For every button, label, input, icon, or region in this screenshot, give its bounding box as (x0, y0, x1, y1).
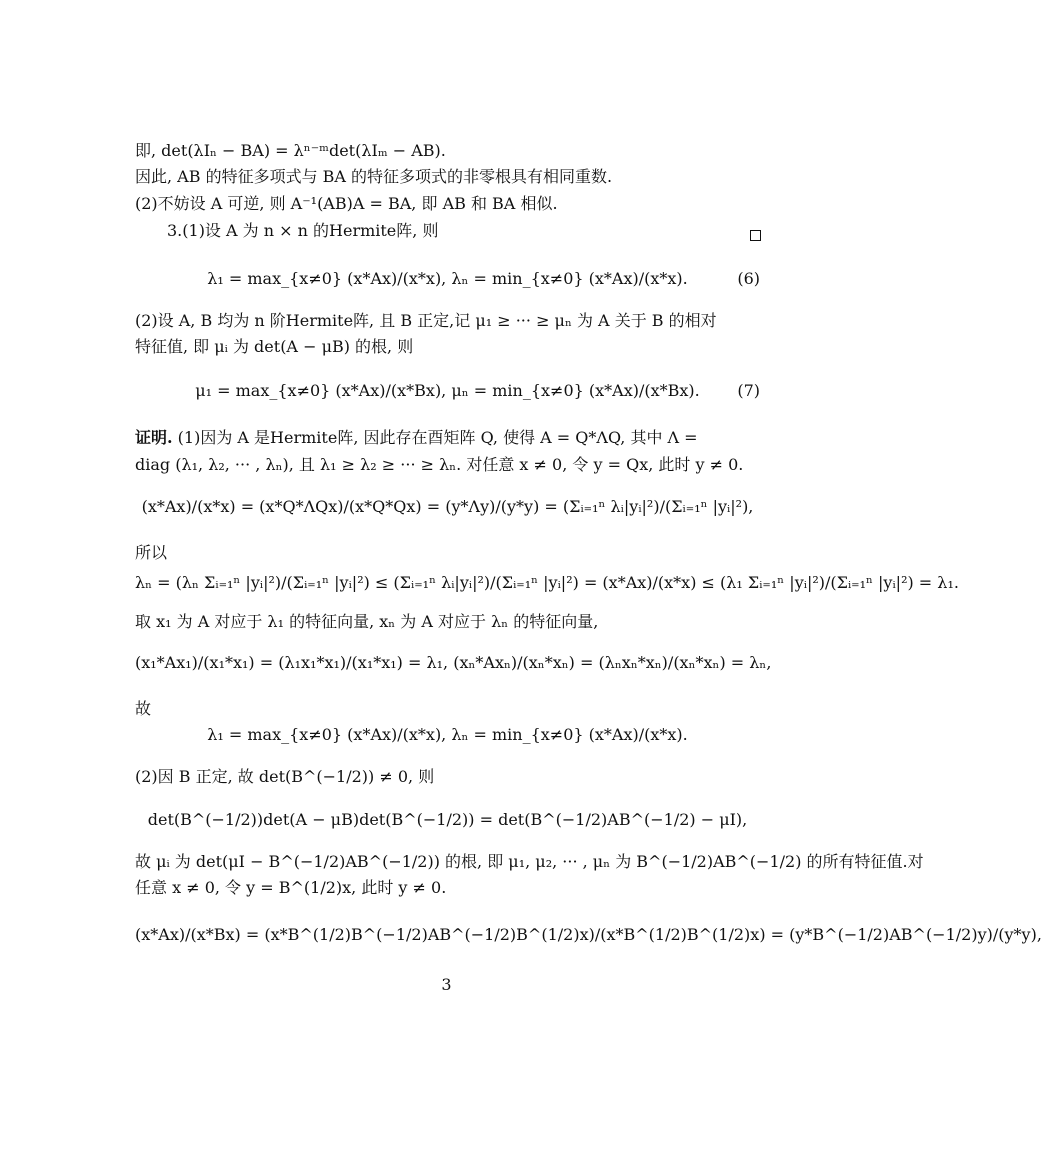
equation-a: (x*Ax)/(x*x) = (x*Q*ΛQx)/(x*Q*Qx) = (y*Λy)/(y*y) = (Σᵢ₌₁ⁿ λᵢ|yᵢ|²)/(Σᵢ₌₁ⁿ |yᵢ|²), (141, 497, 754, 516)
equation-7-body: μ₁ = max_{x≠0} (x*Ax)/(x*Bx), μₙ = min_{x≠0} (x*Ax)/(x*Bx). (195, 381, 700, 400)
page-number: 3 (441, 975, 452, 994)
text-line-10: 取 x₁ 为 A 对应于 λ₁ 的特征向量, xₙ 为 A 对应于 λₙ 的特征向量, (135, 612, 599, 631)
equation-f: (x*Ax)/(x*Bx) = (x*B^(1/2)B^(−1/2)AB^(−1/2)B^(1/2)x)/(x*B^(1/2)B^(1/2)x) = (y*B^(−1/2)AB^(−1/2)y)/(y*y), (135, 925, 1042, 944)
text-line-2: 因此, AB 的特征多项式与 BA 的特征多项式的非零根具有相同重数. (135, 167, 613, 186)
text-line-1: 即, det(λIₙ − BA) = λⁿ⁻ᵐdet(λIₘ − AB). (135, 141, 446, 160)
theorem-3-intro: 3.(1)设 A 为 n × n 的Hermite阵, 则 (167, 221, 439, 240)
text-line-14: 任意 x ≠ 0, 令 y = B^(1/2)x, 此时 y ≠ 0. (135, 878, 447, 897)
equation-e: det(B^(−1/2))det(A − μB)det(B^(−1/2)) = det(B^(−1/2)AB^(−1/2) − μI), (147, 810, 748, 829)
proof-text-1: (1)因为 A 是Hermite阵, 因此存在酉矩阵 Q, 使得 A = Q*ΛQ, 其中 Λ = (172, 428, 698, 447)
equation-6-number: (6) (737, 269, 760, 288)
equation-7 (135, 380, 760, 402)
equation-b: λₙ = (λₙ Σᵢ₌₁ⁿ |yᵢ|²)/(Σᵢ₌₁ⁿ |yᵢ|²) ≤ (Σᵢ₌₁ⁿ λᵢ|yᵢ|²)/(Σᵢ₌₁ⁿ |yᵢ|²) = (x*Ax)/(x*x) ≤ (λ₁ Σᵢ₌₁ⁿ |yᵢ|²)/(Σᵢ₌₁ⁿ |yᵢ|²) = λ₁. (135, 573, 959, 592)
equation-c: (x₁*Ax₁)/(x₁*x₁) = (λ₁x₁*x₁)/(x₁*x₁) = λ₁, (xₙ*Axₙ)/(xₙ*xₙ) = (λₙxₙ*xₙ)/(xₙ*xₙ) = λₙ, (135, 653, 772, 672)
text-line-3: (2)不妨设 A 可逆, 则 A⁻¹(AB)A = BA, 即 AB 和 BA 相似. (135, 194, 558, 213)
proof-line-2: diag (λ₁, λ₂, ··· , λₙ), 且 λ₁ ≥ λ₂ ≥ ··· ≥ λₙ. 对任意 x ≠ 0, 令 y = Qx, 此时 y ≠ 0. (135, 455, 744, 474)
proof-label: 证明. (135, 428, 173, 447)
text-gu: 故 (135, 699, 152, 718)
equation-d: λ₁ = max_{x≠0} (x*Ax)/(x*x), λₙ = min_{x≠0} (x*Ax)/(x*x). (207, 725, 688, 744)
equation-6-body: λ₁ = max_{x≠0} (x*Ax)/(x*x), λₙ = min_{x≠0} (x*Ax)/(x*x). (207, 269, 688, 288)
equation-6 (135, 268, 760, 290)
text-line-13: 故 μᵢ 为 det(μI − B^(−1/2)AB^(−1/2)) 的根, 即 μ₁, μ₂, ··· , μₙ 为 B^(−1/2)AB^(−1/2) 的所有特征值.对 (135, 852, 924, 871)
text-line-12: (2)因 B 正定, 故 det(B^(−1/2)) ≠ 0, 则 (135, 767, 435, 786)
text-line-5: (2)设 A, B 均为 n 阶Hermite阵, 且 B 正定,记 μ₁ ≥ ··· ≥ μₙ 为 A 关于 B 的相对 (135, 311, 717, 330)
text-suoyi: 所以 (135, 543, 168, 562)
text-line-6: 特征值, 即 μᵢ 为 det(A − μB) 的根, 则 (135, 337, 414, 356)
proof-line-1 (135, 427, 760, 449)
equation-7-number: (7) (737, 381, 760, 400)
